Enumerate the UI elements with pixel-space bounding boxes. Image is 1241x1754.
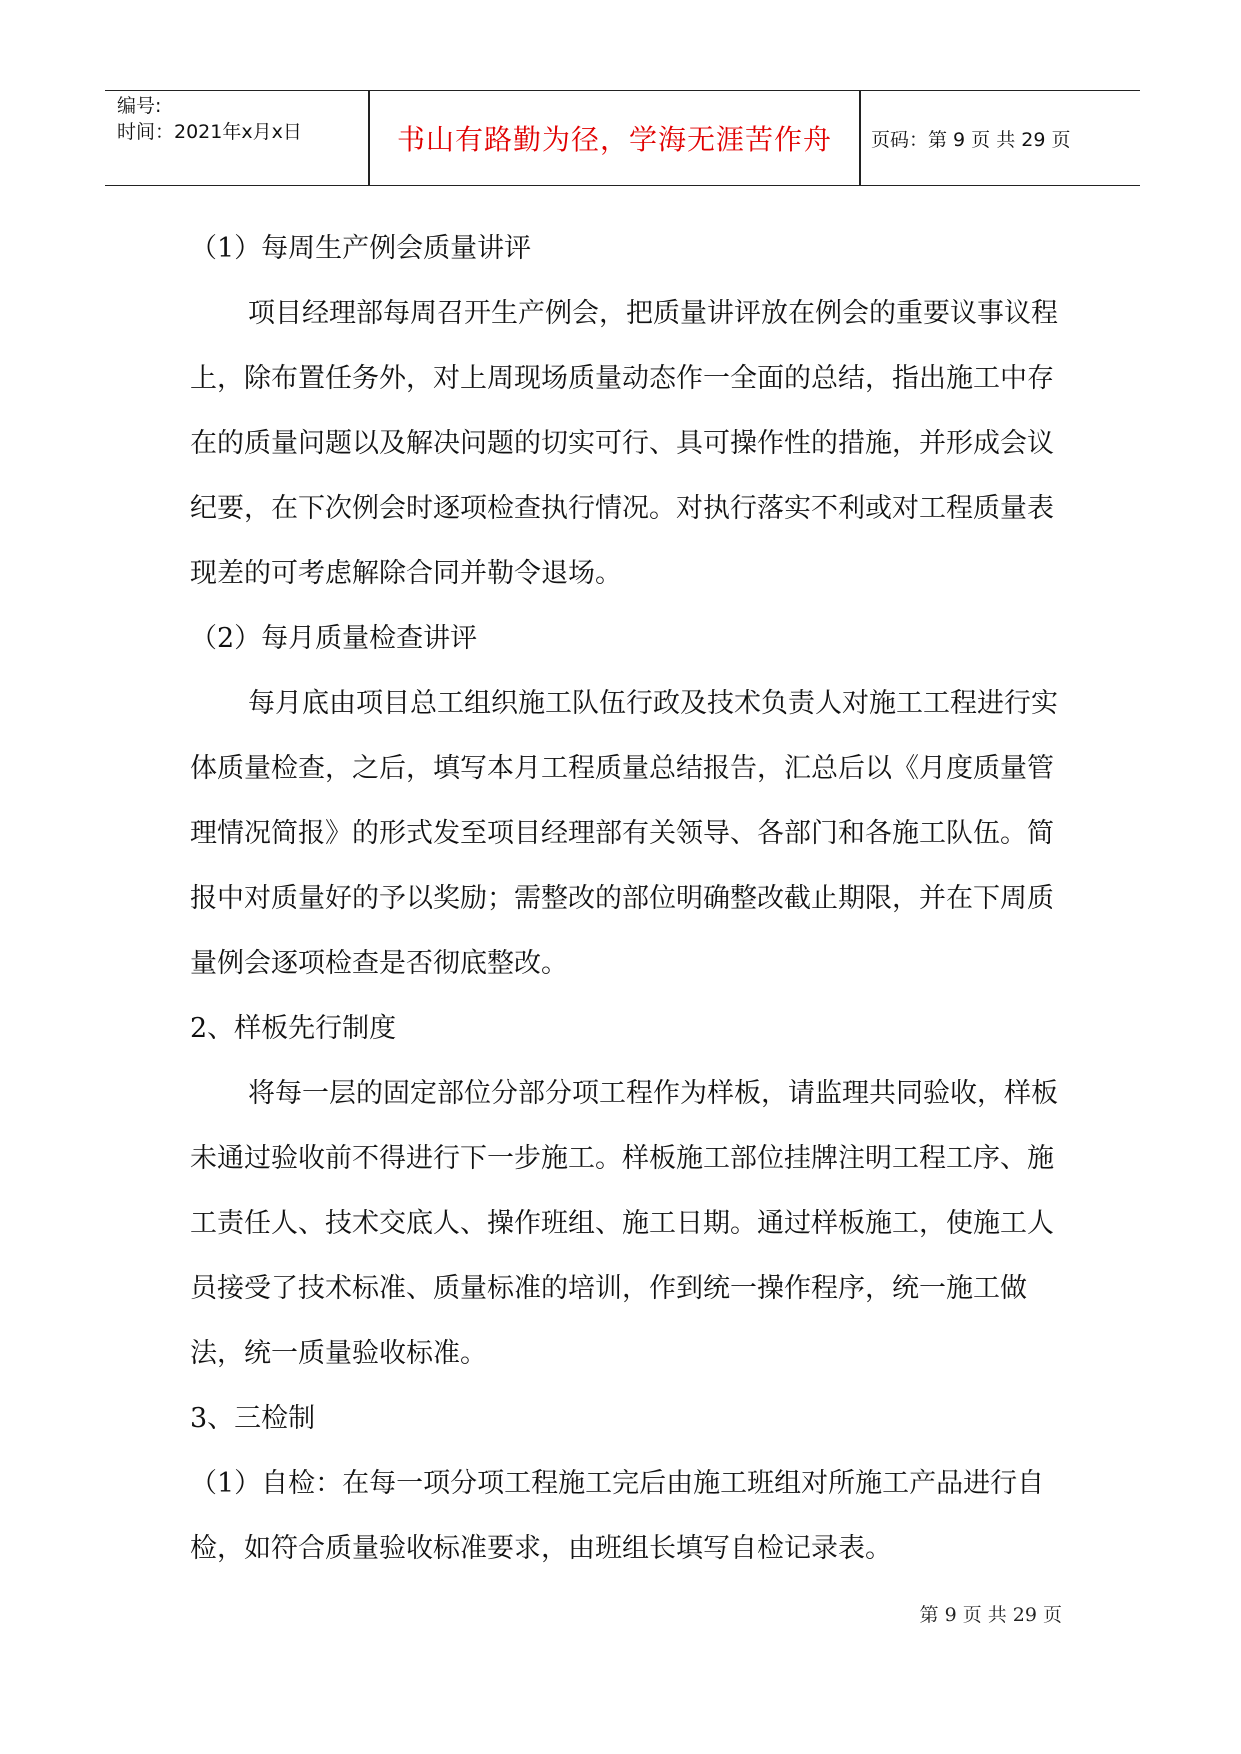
paragraph-weekly-meeting: 项目经理部每周召开生产例会，把质量讲评放在例会的重要议事议程上，除布置任务外，对上周现场质量动态作一全面的总结，指出施工中存在的质量问题以及解决问题的切实可行、具可操作性的措施，并形成会议纪要，在下次例会时逐项检查执行情况。对执行落实不利或对工程质量表现差的可考虑解除合同并勒令退场。	[190, 298, 1058, 589]
document-time-label: 时间：2021年x月x日	[117, 121, 302, 143]
header-divider	[859, 91, 861, 185]
paragraph-monthly-inspection: 每月底由项目总工组织施工队伍行政及技术负责人对施工工程进行实体质量检查，之后，填写本月工程质量总结报告，汇总后以《月度质量管理情况简报》的形式发至项目经理部有关领导、各部门和各施工队伍。简报中对质量好的予以奖励；需整改的部位明确整改截止期限，并在下周质量例会逐项检查是否彻底整改。	[190, 688, 1058, 979]
heading-sample-system: 2、样板先行制度	[190, 1013, 397, 1044]
paragraph-self-inspection: （1）自检：在每一项分项工程施工完后由施工班组对所施工产品进行自检，如符合质量验收标准要求，由班组长填写自检记录表。	[190, 1468, 1045, 1564]
heading-three-inspection: 3、三检制	[190, 1403, 316, 1434]
header-motto: 书山有路勤为径，学海无涯苦作舟	[396, 123, 832, 156]
header-meta	[117, 93, 367, 145]
subheading-weekly-meeting: （1）每周生产例会质量讲评	[190, 233, 532, 264]
document-number-label: 编号:	[117, 95, 162, 117]
document-body	[190, 216, 1070, 1581]
document-header	[105, 90, 1140, 186]
header-page-number: 页码：第 9 页 共 29 页	[871, 128, 1071, 151]
subheading-monthly-inspection: （2）每月质量检查讲评	[190, 623, 478, 654]
paragraph-sample-system: 将每一层的固定部位分部分项工程作为样板，请监理共同验收，样板未通过验收前不得进行下一步施工。样板施工部位挂牌注明工程工序、施工责任人、技术交底人、操作班组、施工日期。通过样板施工，使施工人员接受了技术标准、质量标准的培训，作到统一操作程序，统一施工做法，统一质量验收标准。	[190, 1078, 1058, 1369]
page-footer: 第 9 页 共 29 页	[919, 1604, 1062, 1626]
